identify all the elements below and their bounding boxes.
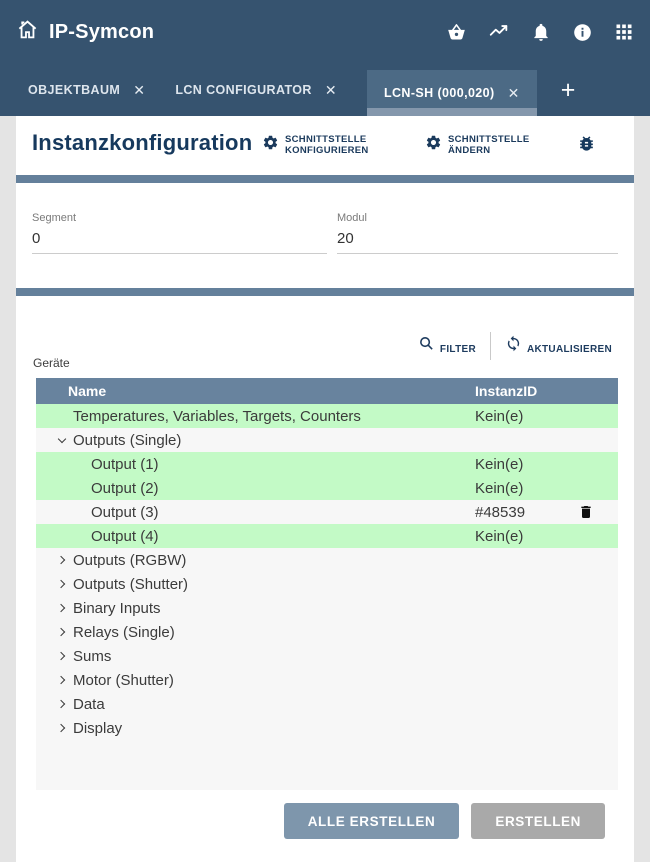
debug-button[interactable] (577, 134, 596, 158)
filter-label: FILTER (439, 344, 476, 355)
app-brand[interactable] (16, 18, 154, 47)
store-basket-icon[interactable] (446, 22, 467, 43)
device-name: Output (1) (91, 455, 159, 473)
device-instanzid: Kein(e) (475, 479, 524, 497)
device-instanzid: Kein(e) (475, 407, 524, 425)
column-header-instanzid: InstanzID (475, 383, 538, 399)
chevron-icon[interactable] (58, 724, 66, 732)
device-table-row[interactable] (36, 548, 618, 572)
search-icon (418, 335, 435, 357)
modul-label: Modul (337, 212, 367, 224)
tab-lcn-sh-active[interactable] (367, 70, 537, 116)
notifications-bell-icon[interactable] (531, 22, 551, 43)
tab-lcn-configurator[interactable] (175, 64, 337, 116)
footer-buttons (284, 803, 605, 839)
refresh-icon (505, 335, 522, 357)
info-icon[interactable] (572, 22, 593, 43)
device-name: Data (73, 695, 105, 713)
device-table-row[interactable] (36, 620, 618, 644)
device-name: Binary Inputs (73, 599, 161, 617)
section-divider (16, 175, 634, 183)
tab-label: LCN CONFIGURATOR (175, 83, 312, 97)
device-table-row[interactable] (36, 500, 618, 524)
refresh-button[interactable] (505, 335, 612, 357)
new-tab-button[interactable]: + (560, 75, 576, 104)
gear-icon (262, 134, 279, 156)
tab-bar (0, 64, 650, 116)
page-title: Instanzkonfiguration (32, 130, 253, 155)
app-title: IP-Symcon (49, 20, 155, 43)
segment-label: Segment (32, 212, 77, 224)
modul-field (337, 212, 618, 254)
device-table-row[interactable] (36, 644, 618, 668)
device-name: Outputs (Single) (73, 431, 182, 449)
change-interface-label: SCHNITTSTELLE ÄNDERN (448, 134, 530, 156)
trending-chart-icon[interactable] (488, 21, 510, 43)
device-table-body (36, 404, 618, 790)
device-instanzid: #48539 (475, 503, 526, 521)
app-header (0, 0, 650, 64)
content-card (16, 116, 634, 862)
chevron-icon[interactable] (58, 628, 66, 636)
device-table-row[interactable] (36, 428, 618, 452)
segment-field (32, 212, 327, 254)
chevron-icon[interactable] (58, 580, 66, 588)
device-table-row[interactable] (36, 668, 618, 692)
gear-icon (425, 134, 442, 156)
section-divider (16, 288, 634, 296)
device-table-row[interactable] (36, 524, 618, 548)
apps-grid-icon[interactable] (614, 22, 634, 42)
device-name: Relays (Single) (73, 623, 175, 641)
device-table-header (36, 378, 618, 404)
device-table (36, 378, 618, 790)
device-name: Output (3) (91, 503, 159, 521)
chevron-icon[interactable] (58, 676, 66, 684)
chevron-icon[interactable] (58, 652, 66, 660)
device-table-row[interactable] (36, 572, 618, 596)
close-tab-icon[interactable]: ✕ (507, 84, 520, 101)
device-name: Temperatures, Variables, Targets, Counters (73, 407, 361, 425)
device-table-row[interactable] (36, 692, 618, 716)
device-name: Output (2) (91, 479, 159, 497)
trash-icon[interactable] (578, 503, 594, 521)
home-icon (16, 18, 39, 47)
modul-input[interactable] (337, 228, 618, 254)
column-header-name: Name (68, 383, 107, 399)
device-instanzid: Kein(e) (475, 455, 524, 473)
bug-icon (577, 140, 596, 157)
device-name: Output (4) (91, 527, 159, 545)
device-name: Motor (Shutter) (73, 671, 174, 689)
change-interface-button[interactable] (425, 134, 529, 156)
device-table-row[interactable] (36, 596, 618, 620)
device-table-row[interactable] (36, 452, 618, 476)
close-tab-icon[interactable]: ✕ (133, 81, 146, 98)
tab-objektbaum[interactable] (28, 64, 145, 116)
chevron-icon[interactable] (58, 556, 66, 564)
filter-button[interactable] (418, 335, 476, 357)
close-tab-icon[interactable]: ✕ (324, 81, 337, 98)
device-name: Outputs (Shutter) (73, 575, 189, 593)
configure-interface-button[interactable] (262, 134, 369, 156)
tools-separator (490, 332, 491, 360)
refresh-label: AKTUALISIEREN (526, 344, 612, 355)
device-table-row[interactable] (36, 716, 618, 740)
device-table-row[interactable] (36, 476, 618, 500)
segment-input[interactable] (32, 228, 327, 254)
device-name: Outputs (RGBW) (73, 551, 187, 569)
create-all-button[interactable]: ALLE ERSTELLEN (284, 803, 460, 839)
device-name: Display (73, 719, 123, 737)
device-instanzid: Kein(e) (475, 527, 524, 545)
device-name: Sums (73, 647, 112, 665)
chevron-icon[interactable] (58, 436, 66, 444)
create-button[interactable]: ERSTELLEN (471, 803, 605, 839)
table-tools (418, 332, 612, 360)
chevron-icon[interactable] (58, 700, 66, 708)
chevron-icon[interactable] (58, 604, 66, 612)
configure-interface-label: SCHNITTSTELLE KONFIGURIEREN (285, 134, 369, 156)
devices-section-label: Geräte (33, 356, 70, 370)
tab-label: OBJEKTBAUM (28, 83, 121, 97)
tab-label: LCN-SH (000,020) (383, 86, 495, 100)
device-table-row[interactable] (36, 404, 618, 428)
